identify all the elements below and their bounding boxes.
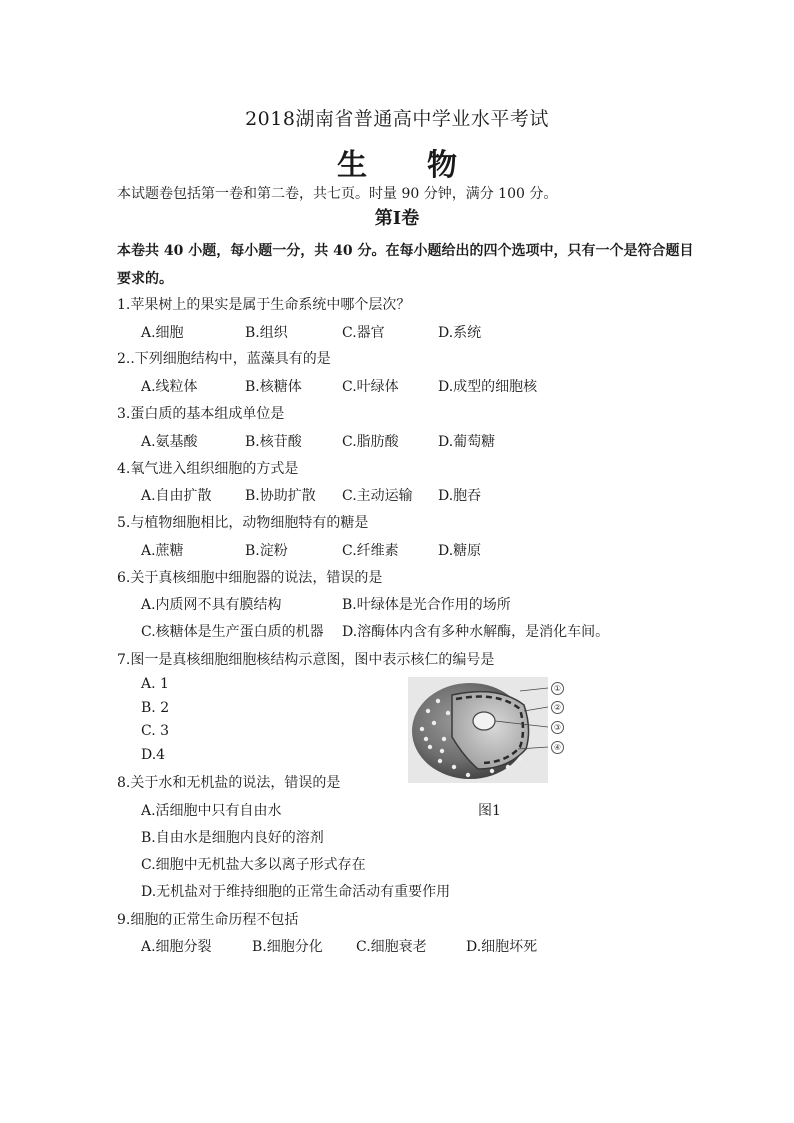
option: A.细胞 — [141, 325, 184, 341]
question-stem: 4.氧气进入组织细胞的方式是 — [117, 461, 299, 477]
exam-title: 2018湖南省普通高中学业水平考试 — [245, 108, 549, 130]
instructions-line-1: 本卷共 40 小题，每小题一分，共 40 分。在每小题给出的四个选项中，只有一个是符合题目 — [117, 243, 694, 259]
option: A.自由扩散 — [141, 488, 212, 504]
option: B.组织 — [245, 325, 288, 341]
option: A.氨基酸 — [141, 434, 198, 450]
label-4: ④ — [551, 741, 564, 754]
option: D.溶酶体内含有多种水解酶，是消化车间。 — [342, 624, 610, 640]
exam-intro: 本试题卷包括第一卷和第二卷，共七页。时量 90 分钟，满分 100 分。 — [117, 186, 558, 202]
option: B.自由水是细胞内良好的溶剂 — [141, 830, 324, 846]
option: A.内质网不具有膜结构 — [141, 597, 282, 613]
option: D.糖原 — [438, 543, 482, 559]
option: C.核糖体是生产蛋白质的机器 — [141, 624, 324, 640]
instructions-line-2: 要求的。 — [117, 271, 173, 287]
question-stem: 2..下列细胞结构中，蓝藻具有的是 — [117, 351, 331, 367]
nucleus-illustration — [408, 677, 548, 783]
question-stem: 6.关于真核细胞中细胞器的说法，错误的是 — [117, 570, 383, 586]
option: B.核糖体 — [245, 379, 302, 395]
option: C.器官 — [342, 325, 385, 341]
option: B.细胞分化 — [252, 939, 323, 955]
option: B.叶绿体是光合作用的场所 — [342, 597, 511, 613]
option: A.活细胞中只有自由水 — [141, 803, 282, 819]
figure-caption: 图1 — [478, 803, 501, 819]
option: C.脂肪酸 — [342, 434, 399, 450]
option: D.4 — [141, 747, 166, 763]
section-title: 第Ⅰ卷 — [374, 208, 420, 229]
option: A.线粒体 — [141, 379, 198, 395]
question-stem: 1.苹果树上的果实是属于生命系统中哪个层次？ — [117, 297, 411, 313]
option: B.核苷酸 — [245, 434, 302, 450]
figure-labels — [548, 677, 578, 783]
option: D.成型的细胞核 — [438, 379, 538, 395]
nucleus-figure — [408, 677, 548, 783]
label-2: ② — [551, 701, 564, 714]
option: C.叶绿体 — [342, 379, 399, 395]
option: A.细胞分裂 — [141, 939, 212, 955]
question-stem: 9.细胞的正常生命历程不包括 — [117, 912, 299, 928]
option: B.协助扩散 — [245, 488, 316, 504]
option: D.葡萄糖 — [438, 434, 496, 450]
option: D.系统 — [438, 325, 482, 341]
option: C.细胞衰老 — [356, 939, 427, 955]
question-stem: 5.与植物细胞相比，动物细胞特有的糖是 — [117, 515, 369, 531]
option: B.淀粉 — [245, 543, 288, 559]
option: B. 2 — [141, 700, 170, 716]
label-3: ③ — [551, 721, 564, 734]
option: D.胞吞 — [438, 488, 482, 504]
option: A.蔗糖 — [141, 543, 184, 559]
label-1: ① — [551, 682, 564, 695]
question-stem: 3.蛋白质的基本组成单位是 — [117, 406, 285, 422]
option: C.主动运输 — [342, 488, 413, 504]
option: A. 1 — [141, 676, 169, 692]
option: C.纤维素 — [342, 543, 399, 559]
option: D.细胞坏死 — [466, 939, 538, 955]
option: C.细胞中无机盐大多以离子形式存在 — [141, 857, 366, 873]
subject-title: 生 物 — [337, 148, 457, 183]
option: D.无机盐对于维持细胞的正常生命活动有重要作用 — [141, 884, 451, 900]
question-stem: 7.图一是真核细胞细胞核结构示意图，图中表示核仁的编号是 — [117, 652, 495, 668]
question-stem: 8.关于水和无机盐的说法，错误的是 — [117, 775, 341, 791]
option: C. 3 — [141, 723, 170, 739]
